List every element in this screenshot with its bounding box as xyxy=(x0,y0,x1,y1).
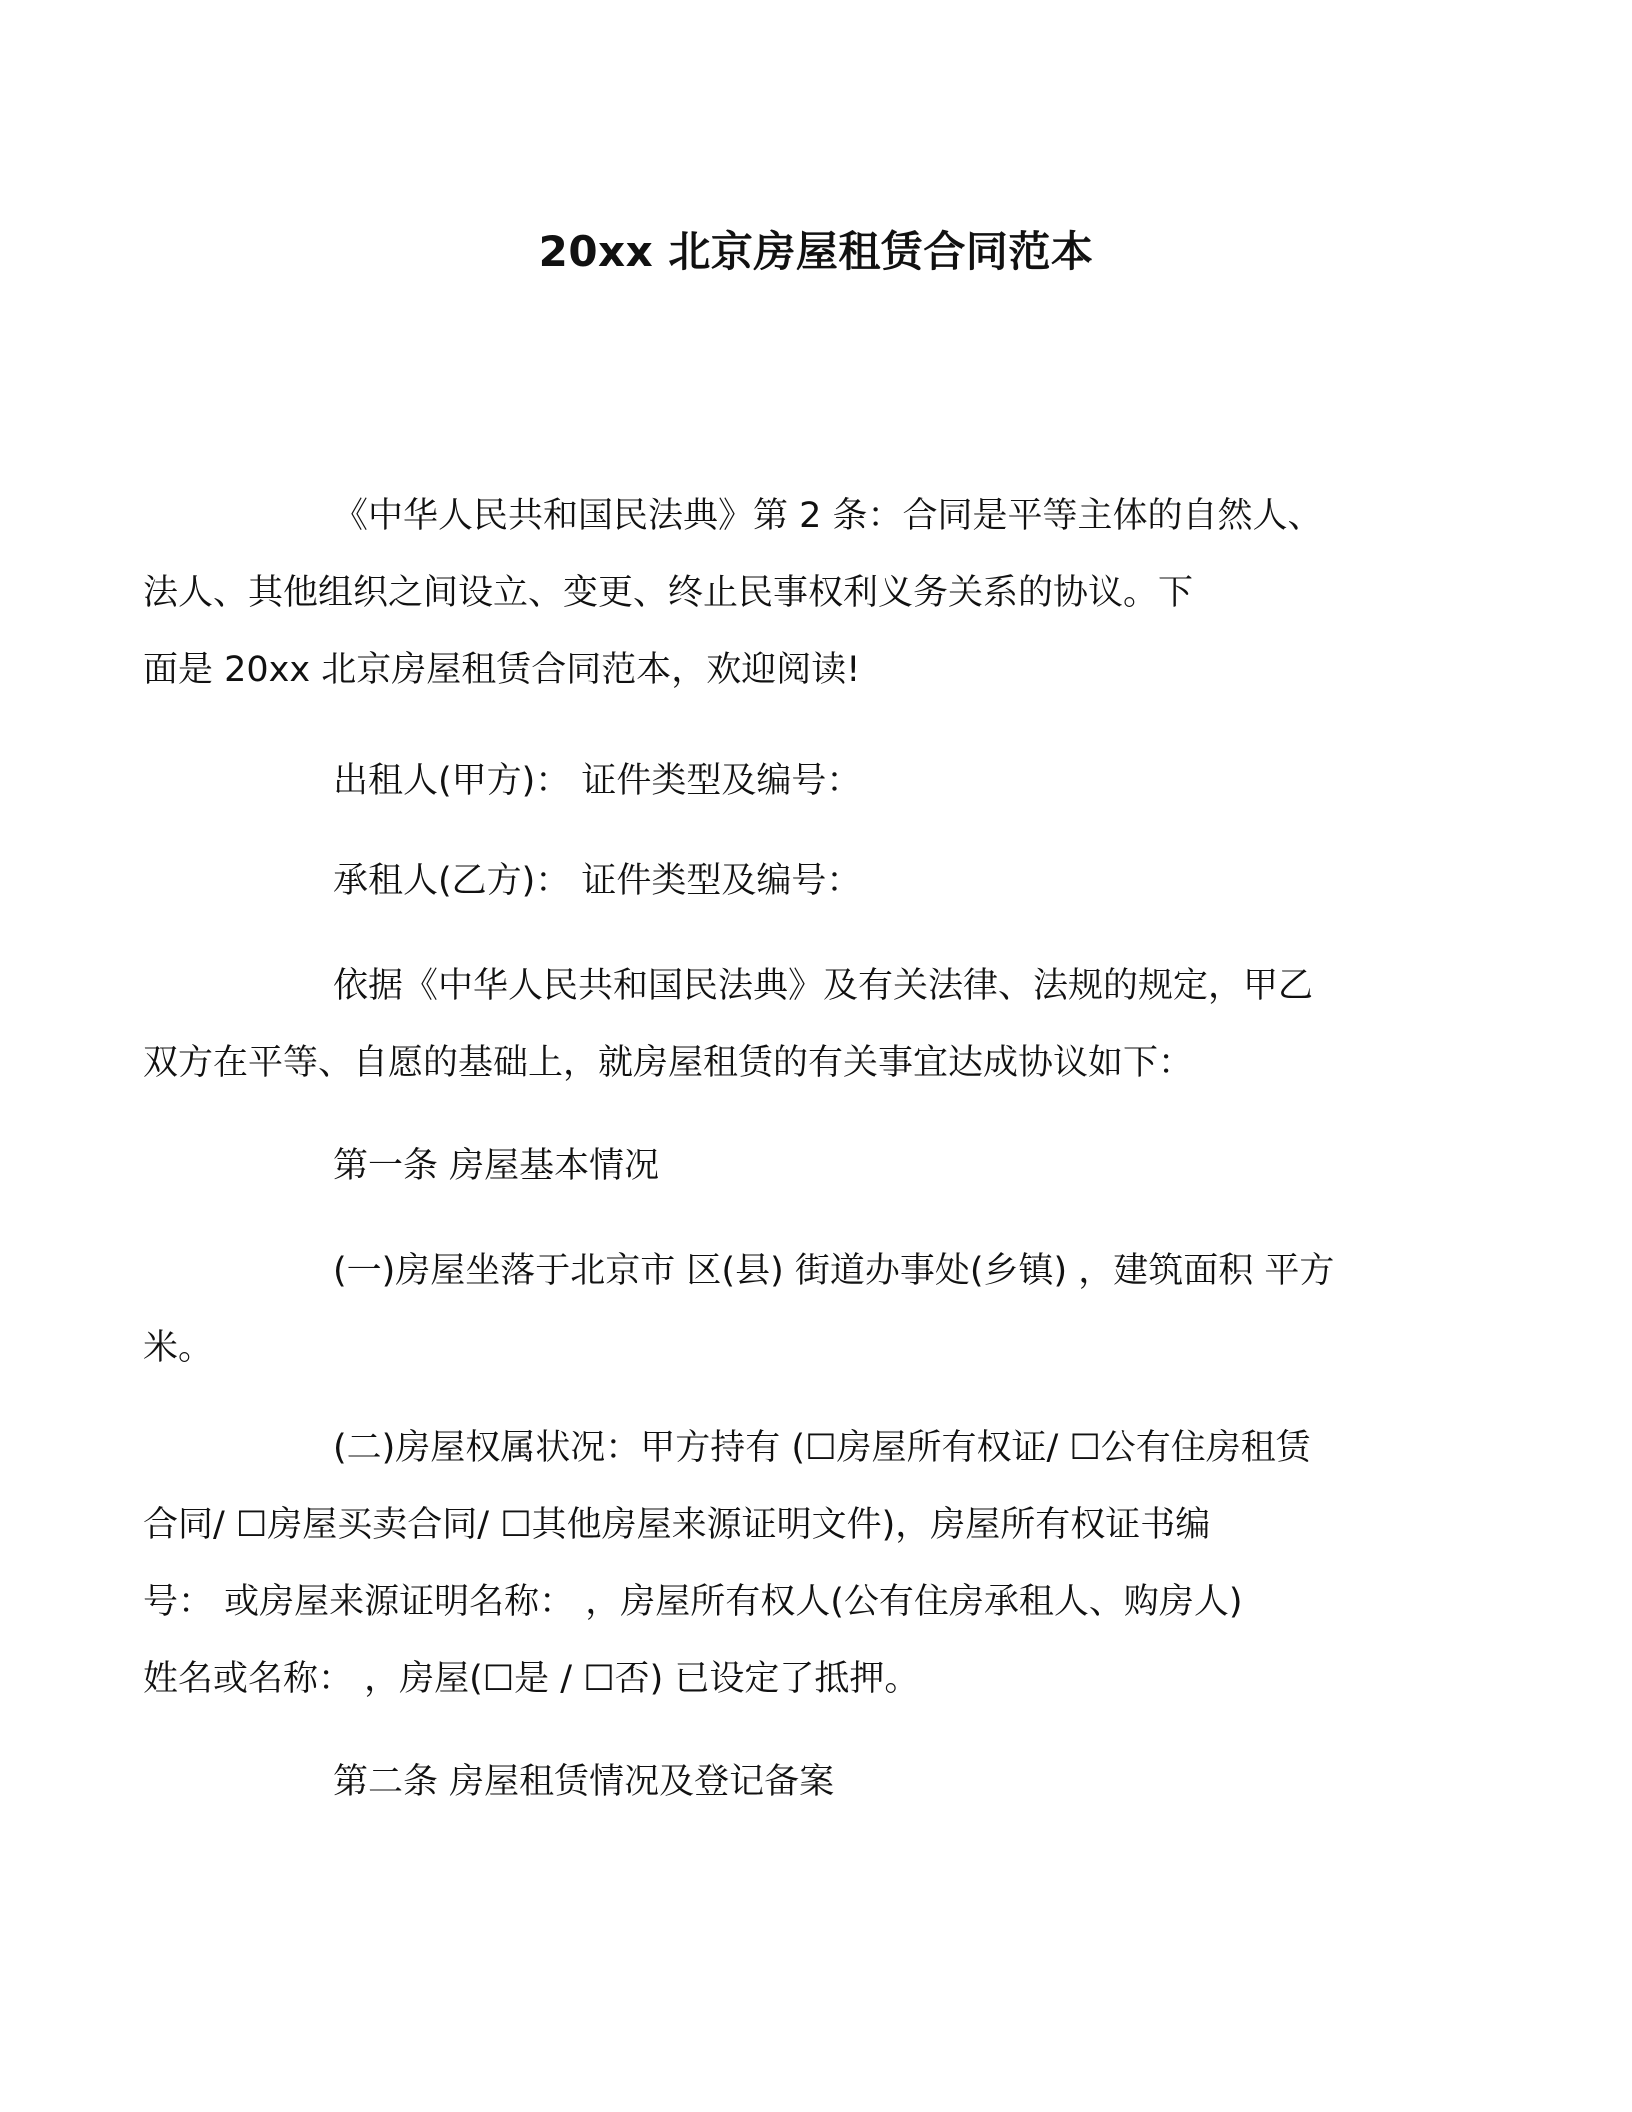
intro-line-3: 面是 20xx 北京房屋租赁合同范本，欢迎阅读! xyxy=(143,650,861,690)
clause-2-line-1: (二)房屋权属状况：甲方持有 (☐房屋所有权证/ ☐公有住房租赁 xyxy=(333,1428,1311,1468)
lessor-line: 出租人(甲方)： 证件类型及编号： xyxy=(333,761,862,801)
clause-2-line-3: 号： 或房屋来源证明名称： ，房屋所有权人(公有住房承租人、购房人) xyxy=(143,1582,1243,1622)
intro-line-1: 《中华人民共和国民法典》第 2 条：合同是平等主体的自然人、 xyxy=(333,496,1323,536)
intro-line-2: 法人、其他组织之间设立、变更、终止民事权利义务关系的协议。下 xyxy=(143,573,1194,613)
clause-1-line-1: (一)房屋坐落于北京市 区(县) 街道办事处(乡镇) ，建筑面积 平方 xyxy=(333,1251,1335,1291)
clause-1-paragraph xyxy=(143,1233,1408,1387)
basis-line-2: 双方在平等、自愿的基础上，就房屋租赁的有关事宜达成协议如下： xyxy=(143,1043,1194,1083)
basis-line-1: 依据《中华人民共和国民法典》及有关法律、法规的规定，甲乙 xyxy=(333,966,1314,1006)
clause-2-line-2: 合同/ ☐房屋买卖合同/ ☐其他房屋来源证明文件)，房屋所有权证书编 xyxy=(143,1505,1211,1545)
clause-1-line-2: 米。 xyxy=(143,1328,214,1368)
clause-2-paragraph xyxy=(143,1410,1408,1718)
basis-paragraph xyxy=(143,948,1408,1102)
document-title: 20xx 北京房屋租赁合同范本 xyxy=(538,227,1094,276)
clause-2-line-4: 姓名或名称： ，房屋(☐是 / ☐否) 已设定了抵押。 xyxy=(143,1659,920,1699)
article-2-heading: 第二条 房屋租赁情况及登记备案 xyxy=(333,1762,835,1802)
intro-paragraph xyxy=(143,478,1408,709)
article-1-heading: 第一条 房屋基本情况 xyxy=(333,1146,660,1186)
lessee-line: 承租人(乙方)： 证件类型及编号： xyxy=(333,861,862,901)
